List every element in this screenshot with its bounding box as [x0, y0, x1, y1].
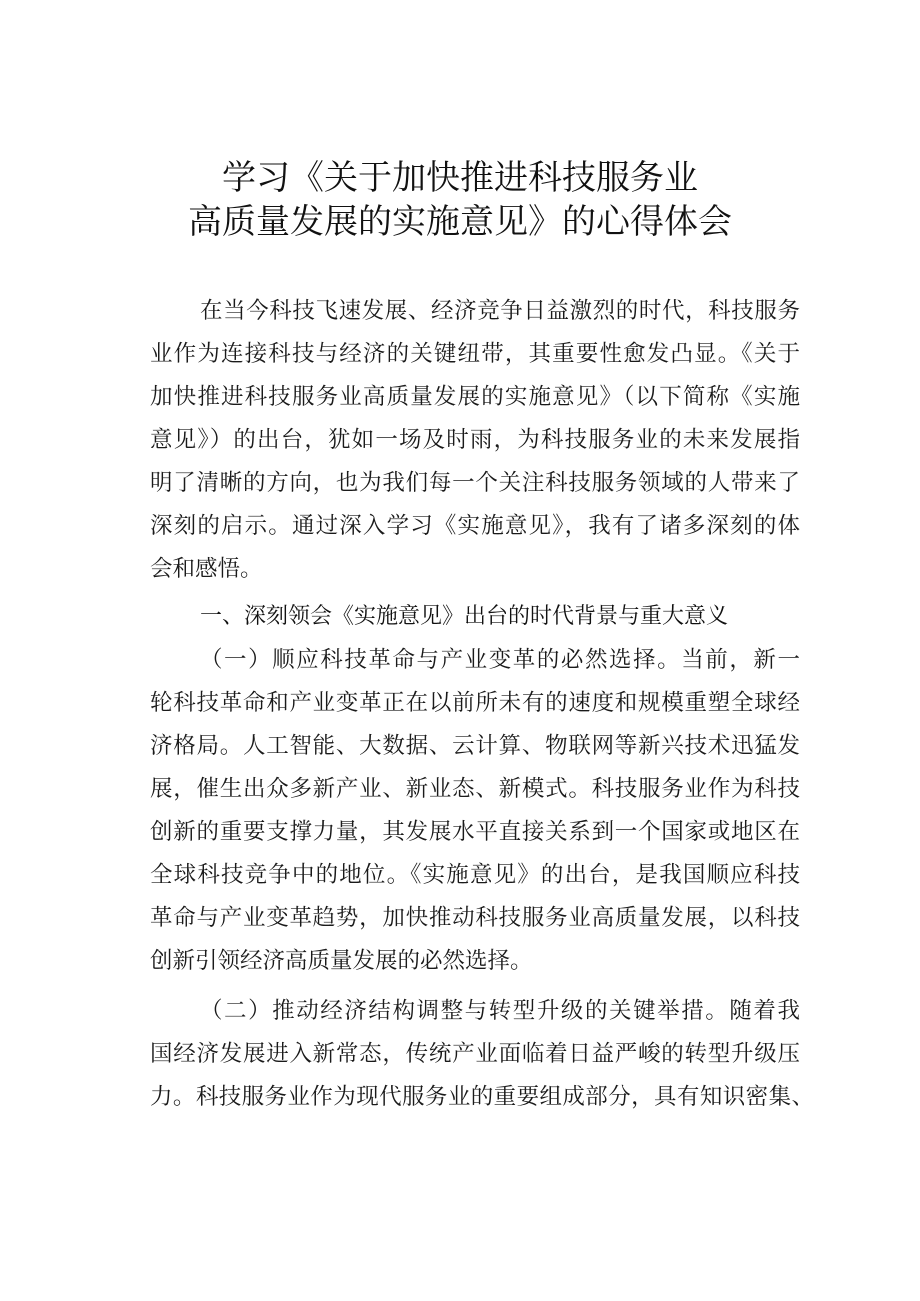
sub2-line: 力。科技服务业作为现代服务业的重要组成部分，具有知识密集、 [150, 1084, 814, 1110]
sub2-line: 国经济发展进入新常态，传统产业面临着日益严峻的转型升级压 [150, 1041, 800, 1067]
intro-line: 在当今科技飞速发展、经济竞争日益激烈的时代，科技服务 [200, 298, 800, 324]
intro-line: 会和感悟。 [150, 556, 263, 582]
document-title-line-1: 学习《关于加快推进科技服务业 [222, 158, 698, 198]
sub1-line: 革命与产业变革趋势，加快推动科技服务业高质量发展，以科技 [150, 905, 800, 931]
intro-line: 意见》）的出台，犹如一场及时雨，为科技服务业的未来发展指 [150, 427, 800, 453]
sub2-line: （二）推动经济结构调整与转型升级的关键举措。随着我 [200, 998, 800, 1024]
sub1-line: 创新引领经济高质量发展的必然选择。 [150, 948, 533, 974]
sub1-line: 展，催生出众多新产业、新业态、新模式。科技服务业作为科技 [150, 776, 800, 802]
sub1-line: 创新的重要支撑力量，其发展水平直接关系到一个国家或地区在 [150, 819, 800, 845]
sub1-line: 全球科技竞争中的地位。《实施意见》的出台，是我国顺应科技 [150, 862, 800, 888]
document-title-line-2: 高质量发展的实施意见》的心得体会 [188, 202, 732, 242]
section-heading: 一、深刻领会《实施意见》出台的时代背景与重大意义 [200, 604, 729, 629]
intro-line: 明了清晰的方向，也为我们每一个关注科技服务领域的人带来了 [150, 470, 800, 496]
sub1-line: 济格局。人工智能、大数据、云计算、物联网等新兴技术迅猛发 [150, 733, 800, 759]
sub1-line: （一）顺应科技革命与产业变革的必然选择。当前，新一 [200, 647, 800, 673]
intro-line: 深刻的启示。通过深入学习《实施意见》，我有了诸多深刻的体 [150, 513, 800, 539]
sub1-line: 轮科技革命和产业变革正在以前所未有的速度和规模重塑全球经 [150, 690, 800, 716]
intro-line: 业作为连接科技与经济的关键纽带，其重要性愈发凸显。《关于 [150, 341, 800, 367]
intro-line: 加快推进科技服务业高质量发展的实施意见》（以下简称《实施 [150, 384, 800, 410]
